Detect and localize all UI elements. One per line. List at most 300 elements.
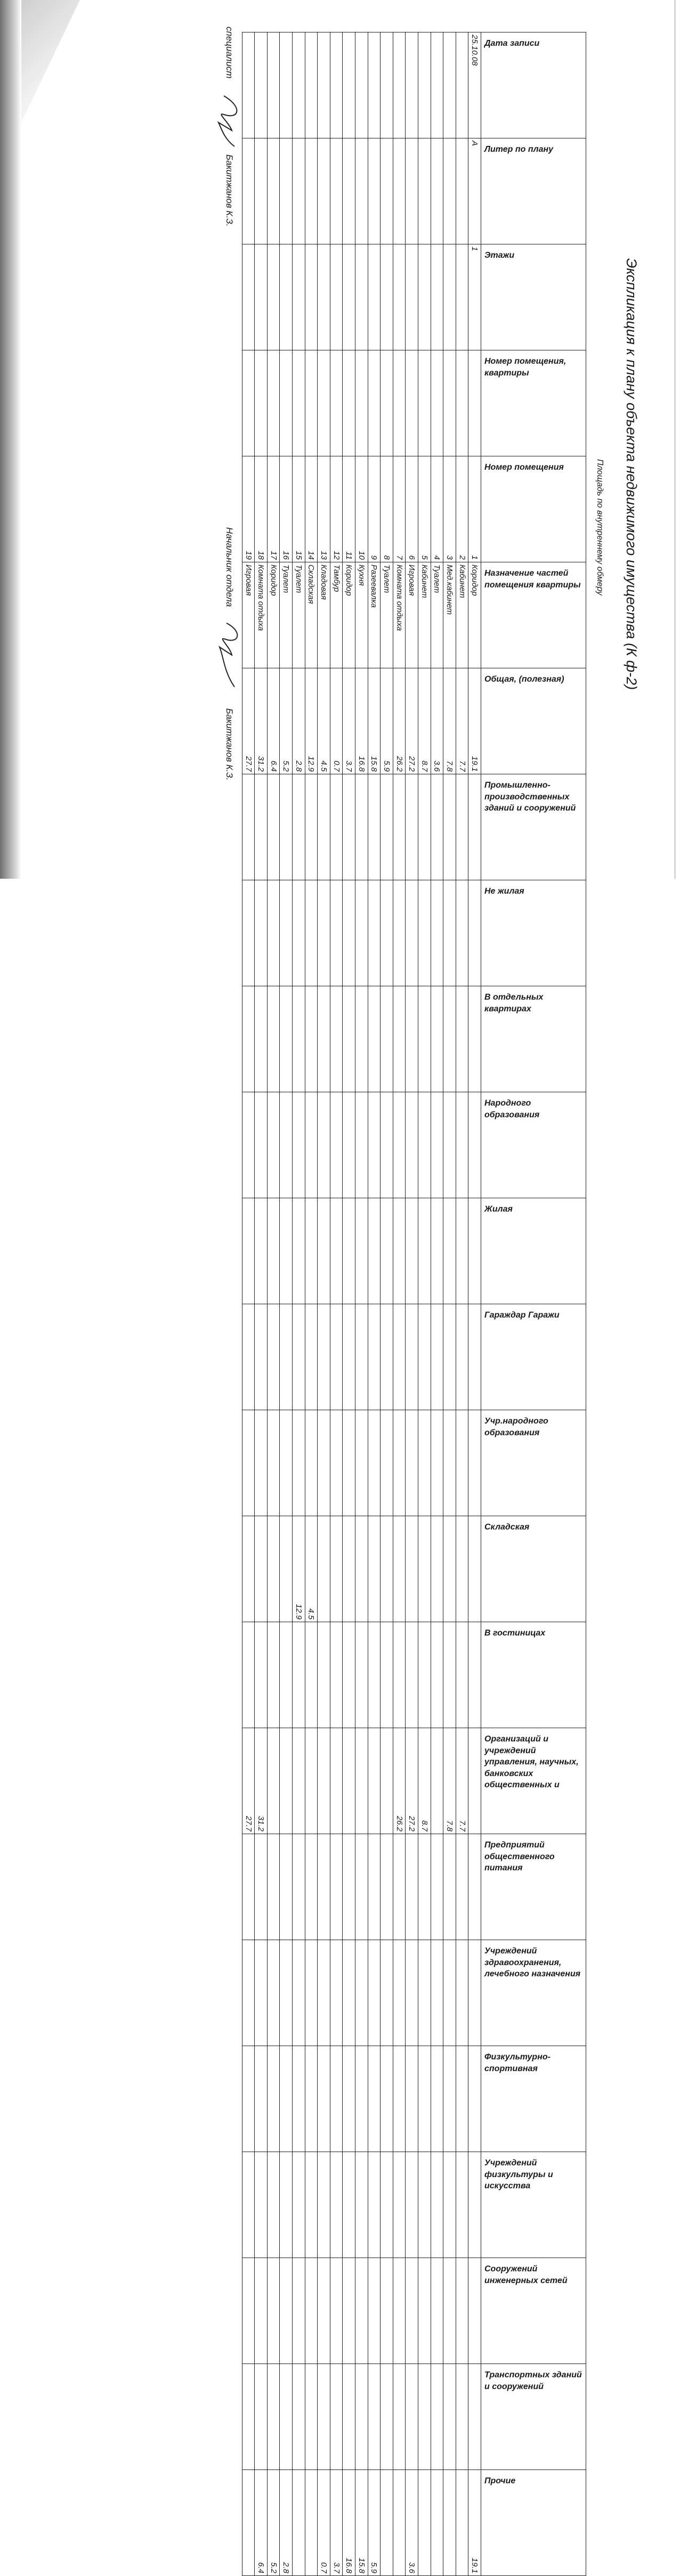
table-cell xyxy=(293,1304,305,1410)
table-cell: 12.9 xyxy=(305,668,318,774)
table-cell xyxy=(406,32,418,138)
table-cell: 14 xyxy=(305,456,318,562)
table-cell xyxy=(381,2470,393,2576)
table-cell xyxy=(468,1304,481,1410)
table-cell xyxy=(406,1304,418,1410)
column-header xyxy=(481,32,586,138)
table-cell xyxy=(456,1516,468,1622)
column-header-label: Предприятий общественного питания xyxy=(484,1841,555,1873)
table-cell xyxy=(418,2046,431,2152)
table-cell xyxy=(330,774,343,880)
table-cell xyxy=(368,1622,381,1728)
table-cell xyxy=(318,32,330,138)
table-cell xyxy=(255,2258,268,2364)
table-cell xyxy=(393,1834,406,1940)
table-cell xyxy=(318,880,330,986)
table-cell xyxy=(355,1410,368,1516)
table-cell xyxy=(343,2046,355,2152)
specialist-signature xyxy=(213,91,245,149)
table-cell xyxy=(418,350,431,456)
table-cell xyxy=(393,2152,406,2258)
table-cell: 31.2 xyxy=(255,1728,268,1834)
table-cell xyxy=(242,138,255,244)
table-cell xyxy=(393,774,406,880)
table-cell: Туалет xyxy=(431,562,443,668)
table-cell xyxy=(468,1622,481,1728)
table-cell xyxy=(368,774,381,880)
table-cell xyxy=(431,1728,443,1834)
table-cell: 2.8 xyxy=(280,2470,293,2576)
table-cell: 17 xyxy=(267,456,280,562)
table-cell: 26.2 xyxy=(393,1728,406,1834)
table-cell xyxy=(318,1940,330,2046)
table-row xyxy=(418,32,431,2576)
table-cell xyxy=(255,774,268,880)
column-header-label: Транспортных зданий и сооружений xyxy=(484,2370,582,2391)
table-cell xyxy=(393,1304,406,1410)
column-header-label: Общая, (полезная) xyxy=(484,675,564,684)
table-cell xyxy=(343,32,355,138)
table-cell xyxy=(280,1728,293,1834)
table-cell xyxy=(343,1622,355,1728)
table-cell xyxy=(418,2470,431,2576)
table-cell: 3.6 xyxy=(431,668,443,774)
table-cell xyxy=(255,1516,268,1622)
table-cell xyxy=(418,2364,431,2470)
column-header xyxy=(481,456,586,562)
column-header xyxy=(481,138,586,244)
table-cell xyxy=(443,2470,456,2576)
table-cell xyxy=(393,2046,406,2152)
table-cell xyxy=(242,350,255,456)
table-cell xyxy=(280,2364,293,2470)
table-cell xyxy=(318,1622,330,1728)
table-cell xyxy=(431,986,443,1092)
table-cell xyxy=(242,1198,255,1304)
table-row xyxy=(255,32,268,2576)
table-cell: 25.10.08 xyxy=(468,32,481,138)
table-cell xyxy=(443,1622,456,1728)
table-cell xyxy=(381,1728,393,1834)
table-cell xyxy=(305,1304,318,1410)
table-cell xyxy=(318,774,330,880)
table-cell xyxy=(330,138,343,244)
table-cell xyxy=(355,2152,368,2258)
table-cell: 0.7 xyxy=(318,2470,330,2576)
table-cell xyxy=(443,2152,456,2258)
table-cell xyxy=(343,2364,355,2470)
table-cell xyxy=(406,1516,418,1622)
table-cell xyxy=(368,1728,381,1834)
table-cell xyxy=(431,1622,443,1728)
table-cell xyxy=(305,1728,318,1834)
table-cell xyxy=(443,32,456,138)
table-cell: 7.8 xyxy=(443,1728,456,1834)
table-cell xyxy=(418,1940,431,2046)
table-cell: 6 xyxy=(406,456,418,562)
table-cell xyxy=(381,244,393,350)
table-cell xyxy=(418,986,431,1092)
table-cell xyxy=(305,2470,318,2576)
table-cell xyxy=(330,32,343,138)
table-cell xyxy=(330,880,343,986)
table-cell: 5 xyxy=(418,456,431,562)
column-header-label: Народного образования xyxy=(484,1099,540,1119)
table-cell xyxy=(255,986,268,1092)
table-cell xyxy=(418,880,431,986)
table-cell xyxy=(318,986,330,1092)
table-cell xyxy=(343,880,355,986)
table-cell xyxy=(280,2258,293,2364)
table-cell xyxy=(343,1728,355,1834)
table-cell xyxy=(343,774,355,880)
table-cell xyxy=(242,1622,255,1728)
table-cell xyxy=(343,1834,355,1940)
table-cell xyxy=(431,2046,443,2152)
table-cell xyxy=(255,138,268,244)
table-cell: 3.7 xyxy=(330,2470,343,2576)
table-cell xyxy=(368,1940,381,2046)
table-cell xyxy=(468,1198,481,1304)
table-cell: 26.2 xyxy=(393,668,406,774)
table-cell: 3.6 xyxy=(406,2470,418,2576)
table-cell: 16.8 xyxy=(355,668,368,774)
table-cell xyxy=(255,2364,268,2470)
column-header-label: Литер по плану xyxy=(484,145,554,154)
table-cell xyxy=(318,1198,330,1304)
table-cell xyxy=(381,2258,393,2364)
table-cell xyxy=(280,1092,293,1198)
table-cell xyxy=(431,1092,443,1198)
specialist-label: специалист xyxy=(224,27,234,79)
table-cell xyxy=(443,2046,456,2152)
table-cell xyxy=(368,2152,381,2258)
table-cell xyxy=(406,350,418,456)
table-cell: 27.2 xyxy=(406,1728,418,1834)
table-row xyxy=(318,32,330,2576)
table-cell xyxy=(443,880,456,986)
table-cell: Кладовая xyxy=(318,562,330,668)
area-group-label: Площадь по внутреннему обмеру xyxy=(595,459,604,595)
table-cell xyxy=(343,350,355,456)
table-cell xyxy=(406,2046,418,2152)
table-cell xyxy=(318,138,330,244)
table-cell xyxy=(343,986,355,1092)
table-cell xyxy=(293,1622,305,1728)
chief-name: Бакитжанов К.З. xyxy=(224,708,234,781)
table-cell xyxy=(293,2364,305,2470)
table-cell xyxy=(418,32,431,138)
table-cell xyxy=(305,138,318,244)
table-cell xyxy=(443,138,456,244)
table-cell xyxy=(406,1940,418,2046)
table-cell xyxy=(418,1834,431,1940)
table-cell xyxy=(355,1092,368,1198)
table-cell xyxy=(443,1410,456,1516)
table-cell xyxy=(255,1410,268,1516)
table-cell xyxy=(293,2152,305,2258)
table-cell xyxy=(242,1516,255,1622)
table-cell xyxy=(381,1622,393,1728)
table-cell xyxy=(381,1516,393,1622)
table-cell xyxy=(468,986,481,1092)
table-cell xyxy=(443,1304,456,1410)
table-row xyxy=(267,32,280,2576)
table-cell xyxy=(456,1940,468,2046)
table-cell xyxy=(381,2364,393,2470)
table-cell xyxy=(406,2152,418,2258)
chief-label: Начальник отдела xyxy=(224,527,234,607)
table-cell xyxy=(242,1940,255,2046)
table-cell xyxy=(468,880,481,986)
table-cell: Разеевалка xyxy=(368,562,381,668)
chief-signature xyxy=(213,618,245,692)
table-cell xyxy=(255,32,268,138)
table-cell xyxy=(368,986,381,1092)
table-cell: Коридор xyxy=(343,562,355,668)
table-cell xyxy=(456,2046,468,2152)
table-cell xyxy=(293,138,305,244)
table-cell xyxy=(255,1834,268,1940)
column-header-label: Организаций и учреждений управления, научных, банковских общественных и xyxy=(484,1735,579,1790)
table-cell xyxy=(293,880,305,986)
table-cell xyxy=(255,1198,268,1304)
table-cell xyxy=(318,1728,330,1834)
table-cell: 0.7 xyxy=(330,668,343,774)
table-cell xyxy=(305,1940,318,2046)
table-cell xyxy=(293,1410,305,1516)
table-row xyxy=(355,32,368,2576)
table-cell: 19 xyxy=(242,456,255,562)
table-cell xyxy=(381,986,393,1092)
table-cell xyxy=(406,880,418,986)
table-cell xyxy=(393,1516,406,1622)
table-cell: 6.4 xyxy=(255,2470,268,2576)
explication-table xyxy=(242,32,586,2576)
table-cell xyxy=(418,1092,431,1198)
table-cell xyxy=(393,880,406,986)
table-cell xyxy=(267,32,280,138)
table-cell xyxy=(456,1410,468,1516)
table-cell: 2 xyxy=(456,456,468,562)
table-cell xyxy=(293,2046,305,2152)
table-row xyxy=(280,32,293,2576)
table-cell xyxy=(343,2152,355,2258)
table-cell xyxy=(267,138,280,244)
column-header xyxy=(481,2152,586,2258)
table-cell: Кухня xyxy=(355,562,368,668)
table-cell xyxy=(318,1834,330,1940)
column-header xyxy=(481,1622,586,1728)
table-cell xyxy=(280,2152,293,2258)
table-cell: 9 xyxy=(368,456,381,562)
table-cell xyxy=(318,2258,330,2364)
column-header xyxy=(481,1304,586,1410)
table-cell xyxy=(343,1304,355,1410)
table-cell xyxy=(368,2046,381,2152)
table-cell xyxy=(393,2364,406,2470)
table-cell: Складская xyxy=(305,562,318,668)
column-header xyxy=(481,1940,586,2046)
column-header xyxy=(481,1728,586,1834)
column-header xyxy=(481,1834,586,1940)
column-header-label: Номер помещения xyxy=(484,463,564,472)
table-cell: 15.8 xyxy=(355,2470,368,2576)
table-cell xyxy=(293,2470,305,2576)
column-header-label: Гараждар Гаражи xyxy=(484,1311,560,1320)
table-cell xyxy=(255,1940,268,2046)
table-cell xyxy=(355,1304,368,1410)
table-cell xyxy=(406,2364,418,2470)
table-cell xyxy=(468,1410,481,1516)
table-cell xyxy=(456,1622,468,1728)
table-cell xyxy=(456,1304,468,1410)
table-row xyxy=(456,32,468,2576)
table-cell xyxy=(255,350,268,456)
table-cell xyxy=(330,2152,343,2258)
table-cell: 13 xyxy=(318,456,330,562)
table-cell xyxy=(267,1516,280,1622)
table-cell xyxy=(267,774,280,880)
table-cell xyxy=(418,2258,431,2364)
table-cell: 12 xyxy=(330,456,343,562)
table-cell xyxy=(305,244,318,350)
table-cell xyxy=(305,2364,318,2470)
column-header-label: Физкультурно-спортивная xyxy=(484,2052,551,2073)
table-cell xyxy=(431,2364,443,2470)
column-header-label: Складская xyxy=(484,1523,530,1532)
table-cell xyxy=(431,138,443,244)
table-cell: Кабинет xyxy=(418,562,431,668)
table-cell xyxy=(381,2046,393,2152)
table-cell xyxy=(468,2152,481,2258)
table-cell xyxy=(443,2258,456,2364)
table-cell xyxy=(280,244,293,350)
table-cell xyxy=(267,1410,280,1516)
table-cell xyxy=(468,1516,481,1622)
table-cell xyxy=(443,244,456,350)
column-header xyxy=(481,2470,586,2576)
table-cell xyxy=(293,1940,305,2046)
table-cell: 5.2 xyxy=(267,2470,280,2576)
table-cell xyxy=(431,350,443,456)
table-cell xyxy=(431,1198,443,1304)
table-cell: Коридор xyxy=(267,562,280,668)
table-cell xyxy=(330,986,343,1092)
table-cell: 1 xyxy=(468,456,481,562)
table-cell xyxy=(242,1304,255,1410)
table-cell xyxy=(368,2364,381,2470)
table-cell xyxy=(431,2470,443,2576)
table-cell xyxy=(318,244,330,350)
table-cell xyxy=(305,880,318,986)
table-cell xyxy=(242,880,255,986)
table-cell xyxy=(280,1198,293,1304)
table-cell xyxy=(393,1410,406,1516)
table-cell: 19.1 xyxy=(468,2470,481,2576)
table-cell xyxy=(381,1304,393,1410)
table-cell: 19.1 xyxy=(468,668,481,774)
table-cell xyxy=(305,350,318,456)
table-cell: А xyxy=(468,138,481,244)
table-cell xyxy=(255,1304,268,1410)
table-cell: 5.2 xyxy=(280,668,293,774)
table-cell xyxy=(456,1834,468,1940)
table-cell xyxy=(330,1198,343,1304)
table-cell xyxy=(456,138,468,244)
table-cell xyxy=(431,32,443,138)
table-cell xyxy=(431,1410,443,1516)
table-cell: 18 xyxy=(255,456,268,562)
table-cell xyxy=(456,350,468,456)
table-cell xyxy=(418,1304,431,1410)
table-cell xyxy=(280,1622,293,1728)
table-cell xyxy=(468,774,481,880)
table-cell xyxy=(255,2152,268,2258)
table-cell xyxy=(418,2152,431,2258)
table-cell xyxy=(381,774,393,880)
column-header-label: Сооружений инженерных сетей xyxy=(484,2264,568,2285)
specialist-name: Бакитжанов К.З. xyxy=(224,154,234,227)
table-cell xyxy=(305,32,318,138)
table-cell xyxy=(368,1198,381,1304)
table-cell xyxy=(330,1410,343,1516)
table-cell xyxy=(456,2364,468,2470)
table-cell: Игровая xyxy=(242,562,255,668)
column-header-label: Прочие xyxy=(484,2476,516,2485)
column-header-label: Назначение частей помещения квартиры xyxy=(484,569,581,590)
table-cell xyxy=(343,1940,355,2046)
column-header xyxy=(481,1410,586,1516)
table-cell xyxy=(330,1304,343,1410)
table-cell xyxy=(431,1834,443,1940)
table-cell xyxy=(343,138,355,244)
table-cell: 5.9 xyxy=(381,668,393,774)
table-row xyxy=(406,32,418,2576)
column-header xyxy=(481,2046,586,2152)
table-cell xyxy=(431,1940,443,2046)
table-cell xyxy=(343,1410,355,1516)
table-cell xyxy=(418,1622,431,1728)
table-cell xyxy=(242,774,255,880)
table-cell xyxy=(242,986,255,1092)
table-cell xyxy=(293,2258,305,2364)
table-cell xyxy=(280,880,293,986)
table-cell xyxy=(406,986,418,1092)
table-cell xyxy=(330,1940,343,2046)
table-cell xyxy=(267,2046,280,2152)
table-cell: 27.7 xyxy=(242,668,255,774)
table-cell xyxy=(255,2046,268,2152)
table-cell xyxy=(381,1092,393,1198)
table-cell xyxy=(443,1198,456,1304)
table-row xyxy=(293,32,305,2576)
table-row xyxy=(468,32,481,2576)
table-cell xyxy=(318,1516,330,1622)
table-cell: 3.7 xyxy=(343,668,355,774)
table-cell xyxy=(381,2152,393,2258)
table-cell: Туалет xyxy=(381,562,393,668)
table-cell xyxy=(368,350,381,456)
table-cell: 15 xyxy=(293,456,305,562)
table-cell xyxy=(318,1304,330,1410)
table-cell: 27.2 xyxy=(406,668,418,774)
table-cell xyxy=(355,880,368,986)
table-cell: 2.8 xyxy=(293,668,305,774)
table-cell xyxy=(305,1410,318,1516)
table-cell xyxy=(355,2364,368,2470)
column-header xyxy=(481,880,586,986)
